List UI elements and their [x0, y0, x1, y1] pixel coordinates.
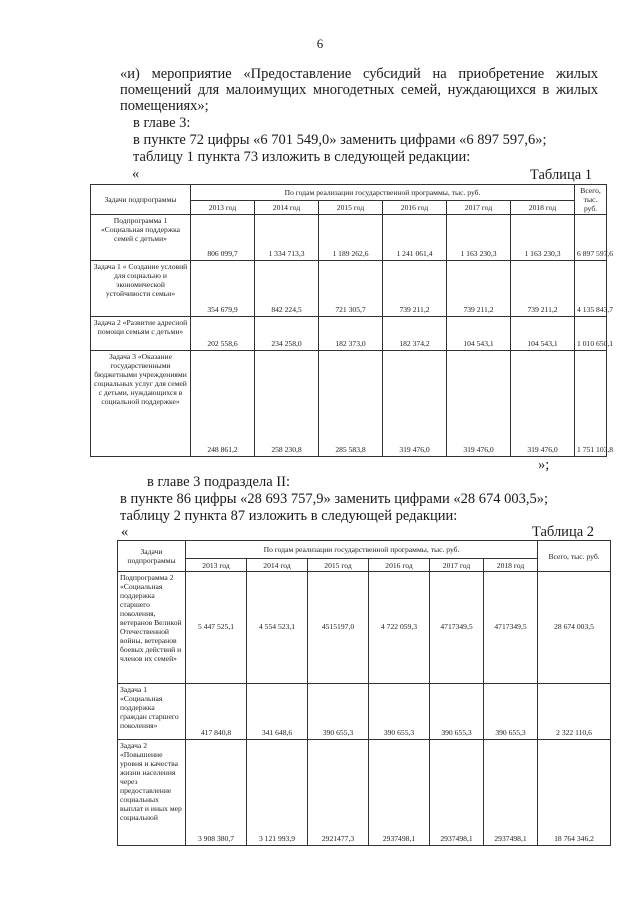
intro-line-3: помещениях»; — [120, 98, 209, 114]
table-cell: 319 476,0 — [447, 351, 511, 457]
table-cell: 319 476,0 — [511, 351, 575, 457]
table-row — [91, 351, 607, 457]
table-row — [118, 740, 611, 846]
table2-header-row — [118, 541, 611, 559]
table-cell: 4 554 523,1 — [247, 572, 308, 684]
table-cell: 1 010 650,1 — [575, 317, 607, 351]
table1-head-total: Всего, тыс. руб. — [575, 185, 607, 215]
table-cell: 739 211,2 — [383, 261, 447, 317]
table-cell: 234 258,0 — [255, 317, 319, 351]
table1 — [90, 184, 614, 457]
table-cell: 285 583,8 — [319, 351, 383, 457]
table-cell: 3 121 993,9 — [247, 740, 308, 846]
table1-year: 2013 год — [191, 201, 255, 215]
table-cell: 104 543,1 — [511, 317, 575, 351]
middle-line-3: таблицу 2 пункта 87 изложить в следующей редакции: — [120, 508, 458, 524]
middle-line-1: в главе 3 подраздела II: — [147, 474, 290, 490]
table-cell: 2937498,1 — [484, 740, 538, 846]
table-cell: 5 447 525,1 — [186, 572, 247, 684]
table-cell: 248 861,2 — [191, 351, 255, 457]
table-cell: 721 305,7 — [319, 261, 383, 317]
table-cell: 1 334 713,3 — [255, 215, 319, 261]
table1-head-task: Задачи подпрограммы — [91, 185, 191, 215]
table-cell: 2937498,1 — [369, 740, 430, 846]
table-cell: 1 189 262,6 — [319, 215, 383, 261]
table-cell: 842 224,5 — [255, 261, 319, 317]
table2 — [117, 540, 611, 846]
table1-year: 2015 год — [319, 201, 383, 215]
table1-row-label: Задача 2 «Развитие адресной помощи семьям с детьми» — [91, 317, 191, 351]
table2-row-label: Задача 2 «Повышение уровня и качества жизни населения через предоставление социальных выплат и иных мер социальной — [118, 740, 186, 846]
table-cell: 417 840,8 — [186, 684, 247, 740]
table2-head-years: По годам реализации государственной программы, тыс. руб. — [186, 541, 538, 559]
table2-open-quote: « — [121, 524, 129, 540]
table-cell: 2 322 110,6 — [538, 684, 611, 740]
table1-year: 2018 год — [511, 201, 575, 215]
table-row — [91, 317, 607, 351]
table2-year: 2015 год — [308, 559, 369, 572]
table-cell: 258 230,8 — [255, 351, 319, 457]
table-row — [118, 572, 611, 684]
table1-year: 2016 год — [383, 201, 447, 215]
table-cell: 4717349,5 — [484, 572, 538, 684]
table-cell: 18 764 346,2 — [538, 740, 611, 846]
table-row — [91, 215, 607, 261]
table-cell: 1 241 061,4 — [383, 215, 447, 261]
table-cell: 390 655,3 — [484, 684, 538, 740]
table-cell: 341 648,6 — [247, 684, 308, 740]
table-cell: 202 558,6 — [191, 317, 255, 351]
table1-year: 2017 год — [447, 201, 511, 215]
table2-row-label: Задача 1 «Социальная поддержка граждан старшего поколения» — [118, 684, 186, 740]
table-cell: 739 211,2 — [511, 261, 575, 317]
table-cell: 1 163 230,3 — [511, 215, 575, 261]
table1-head-years: По годам реализации государственной программы, тыс. руб. — [191, 185, 575, 201]
table1-row-label: Задача 3 «Оказание государственными бюджетными учреждениями социальных услуг для семей с детьми, нуждающихся в социальной поддержке» — [91, 351, 191, 457]
table1-row-label: Подпрограмма 1 «Социальная поддержка семей с детьми» — [91, 215, 191, 261]
table-cell: 182 373,0 — [319, 317, 383, 351]
intro-line-6: таблицу 1 пункта 73 изложить в следующей редакции: — [133, 149, 471, 165]
table2-head-total: Всего, тыс. руб. — [538, 541, 611, 572]
table1-row-label: Задача 1 « Создание условий для социально и экономической устойчивости семьи» — [91, 261, 191, 317]
table2-year: 2016 год — [369, 559, 430, 572]
table-cell: 390 655,3 — [430, 684, 484, 740]
table2-caption: Таблица 2 — [532, 524, 595, 540]
middle-line-2: в пункте 86 цифры «28 693 757,9» заменить цифрами «28 674 003,5»; — [120, 491, 549, 507]
table-cell: 1 163 230,3 — [447, 215, 511, 261]
table-cell: 319 476,0 — [383, 351, 447, 457]
table-cell: 1 751 103,8 — [575, 351, 607, 457]
table-cell: 6 897 597,6 — [575, 215, 607, 261]
table-cell: 4717349,5 — [430, 572, 484, 684]
table1-open-quote: « — [132, 166, 140, 182]
table2-year: 2017 год — [430, 559, 484, 572]
table-cell: 739 211,2 — [447, 261, 511, 317]
table-row — [118, 684, 611, 740]
table2-year: 2013 год — [186, 559, 247, 572]
table-row — [91, 261, 607, 317]
table2-head-task: Задачи подпрограммы — [118, 541, 186, 572]
intro-line-4: в главе 3: — [133, 115, 191, 131]
table2-row-label: Подпрограмма 2 «Социальная поддержка старшего поколения, ветеранов Великой Отечественной войны, ветеранов боевых действий и членов их семей» — [118, 572, 186, 684]
table-cell: 4515197,0 — [308, 572, 369, 684]
table-cell: 806 099,7 — [191, 215, 255, 261]
table-cell: 2921477,3 — [308, 740, 369, 846]
table1-year: 2014 год — [255, 201, 319, 215]
intro-line-2: помещений для малоимущих многодетных семей, нуждающихся в жилых — [120, 82, 598, 98]
table-cell: 3 908 380,7 — [186, 740, 247, 846]
intro-line-5: в пункте 72 цифры «6 701 549,0» заменить цифрами «6 897 597,6»; — [133, 132, 547, 148]
table2-year: 2018 год — [484, 559, 538, 572]
table-cell: 182 374,2 — [383, 317, 447, 351]
table-cell: 2937498,1 — [430, 740, 484, 846]
table1-close-quote: »; — [538, 457, 550, 473]
table-cell: 390 655,3 — [308, 684, 369, 740]
table2-years-row — [118, 559, 611, 572]
table1-header-row — [91, 185, 607, 201]
table-cell: 354 679,9 — [191, 261, 255, 317]
table2-year: 2014 год — [247, 559, 308, 572]
table-cell: 4 135 843,7 — [575, 261, 607, 317]
table-cell: 390 655,3 — [369, 684, 430, 740]
table-cell: 4 722 059,3 — [369, 572, 430, 684]
table1-caption: Таблица 1 — [530, 167, 593, 183]
table-cell: 104 543,1 — [447, 317, 511, 351]
intro-line-1: «и) мероприятие «Предоставление субсидий на приобретение жилых — [120, 66, 598, 82]
page-number: 6 — [316, 36, 324, 51]
table-cell: 28 674 003,5 — [538, 572, 611, 684]
